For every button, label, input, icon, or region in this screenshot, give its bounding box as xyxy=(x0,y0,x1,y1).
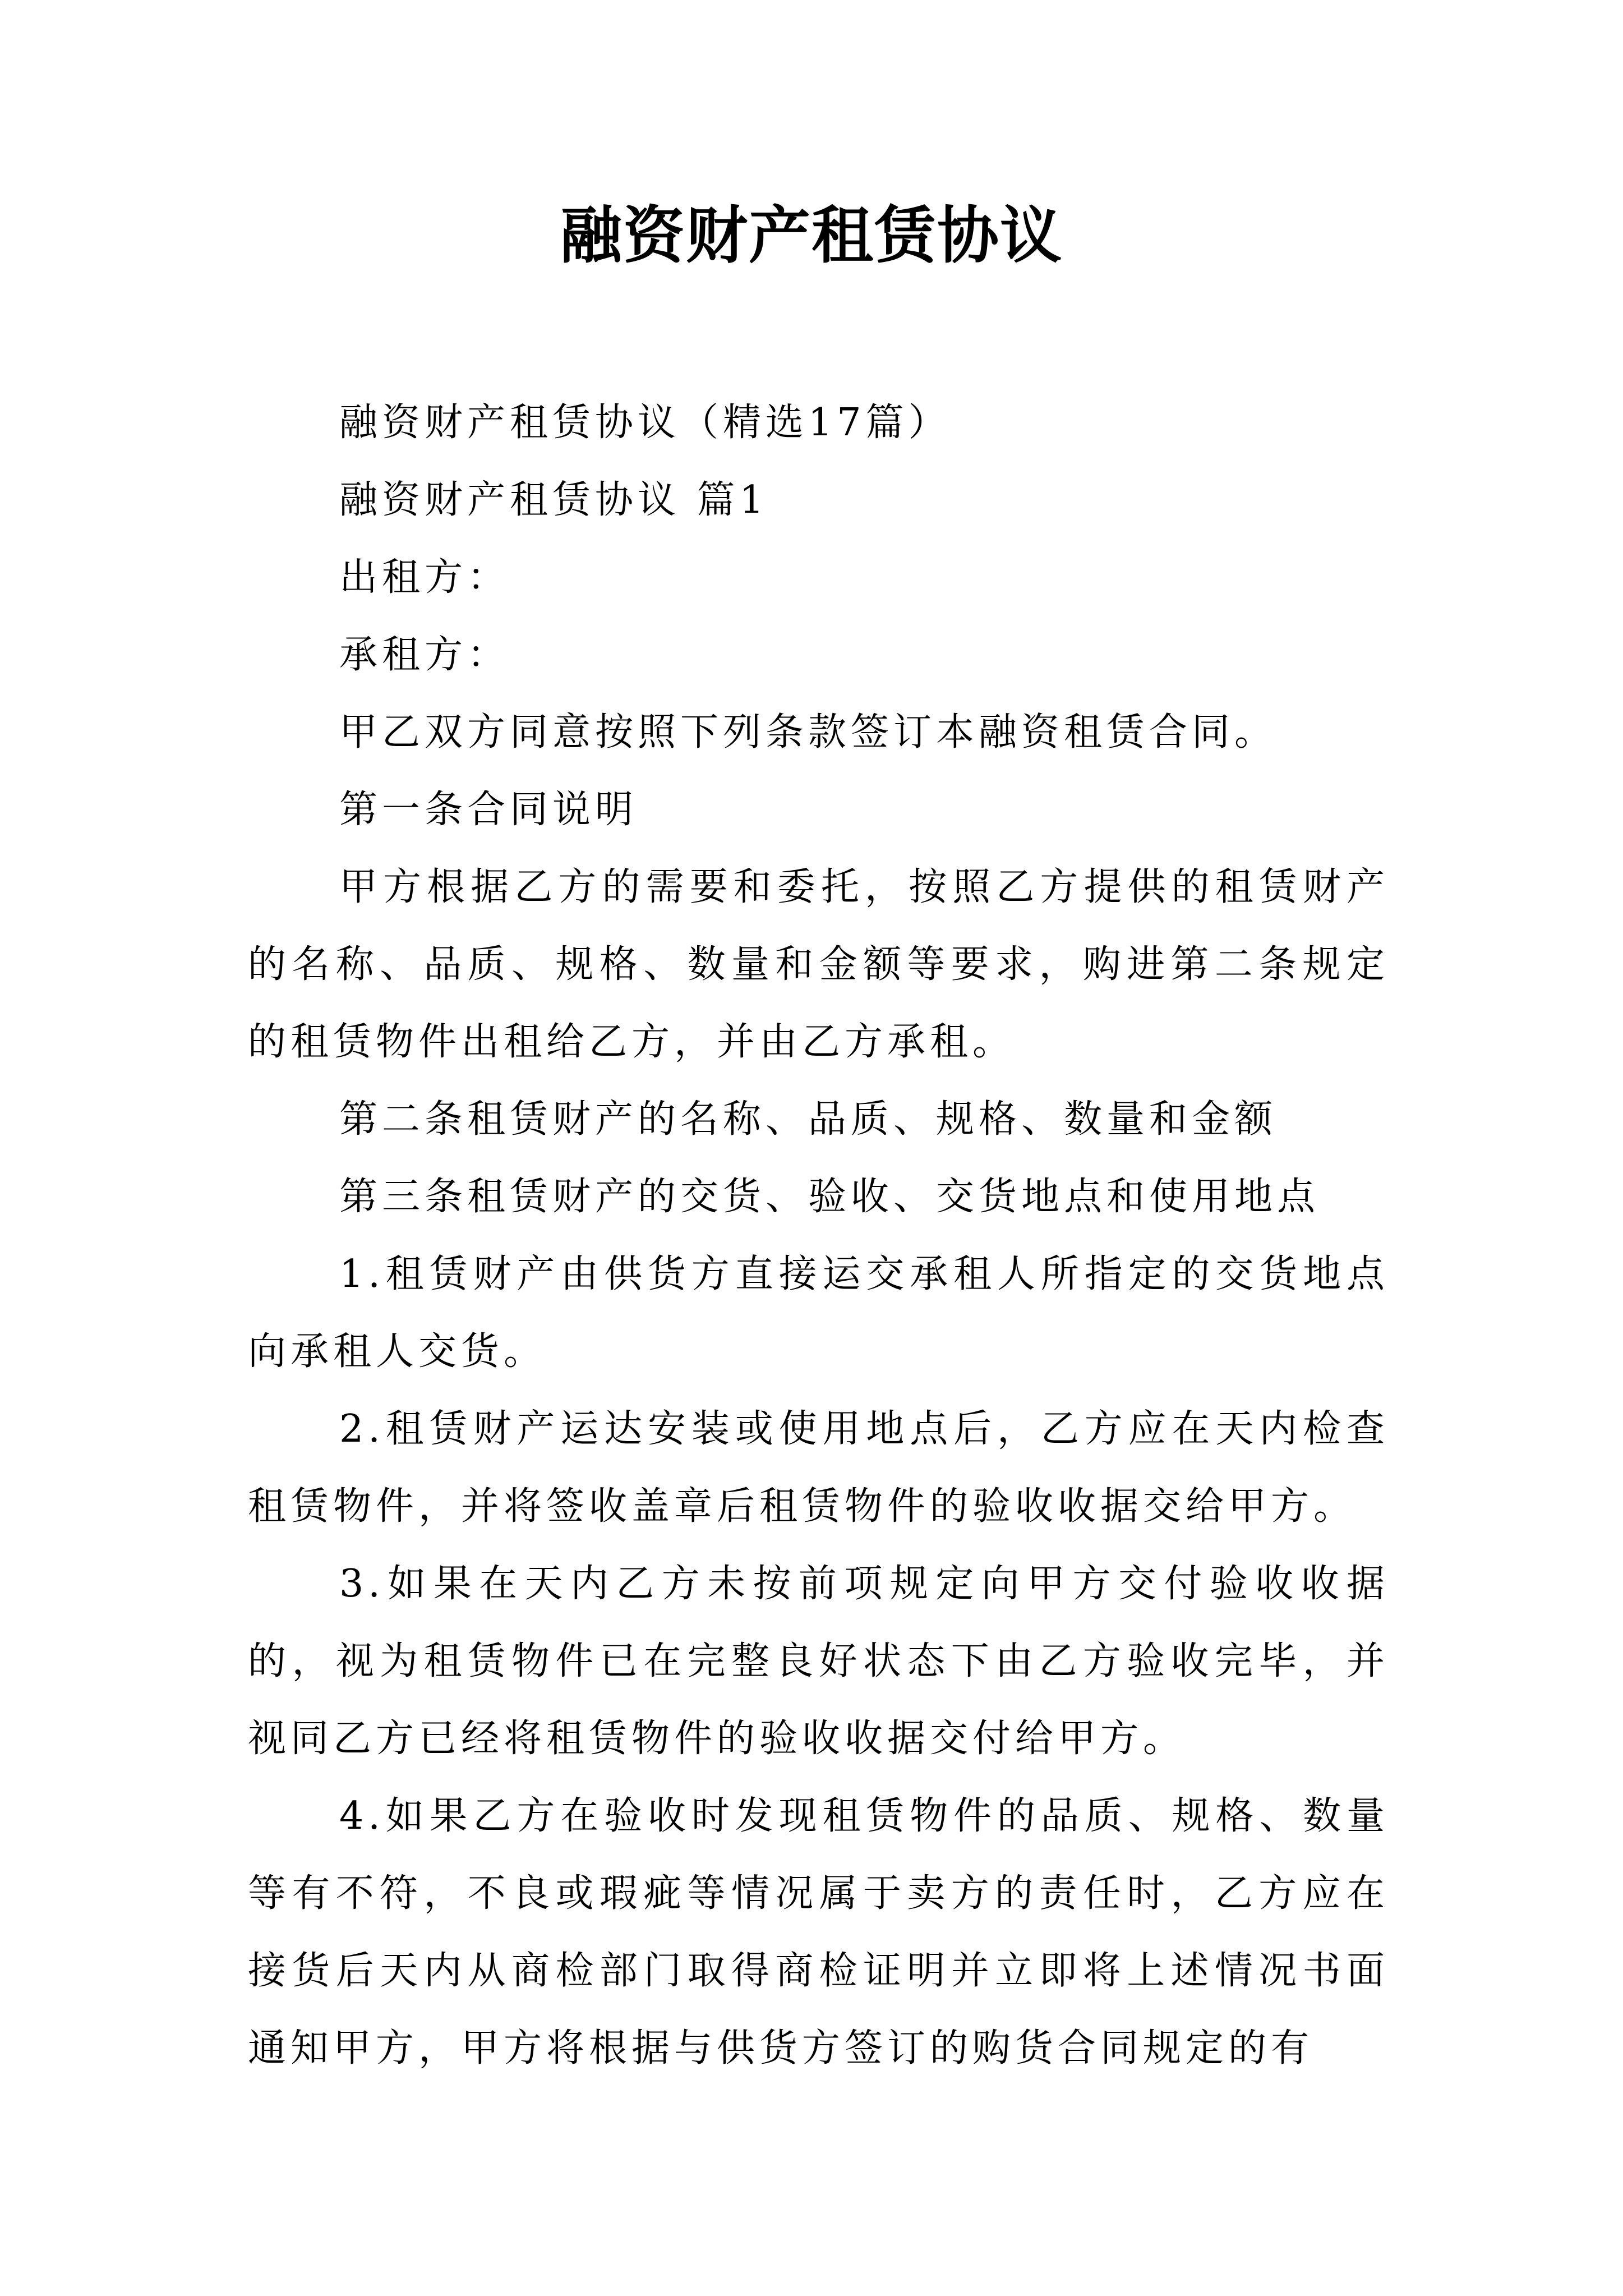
paragraph-clause-3: 3.如果在天内乙方未按前项规定向甲方交付验收收据的，视为租赁物件已在完整良好状态下由乙方验收完毕，并视同乙方已经将租赁物件的验收收据交付给甲方。 xyxy=(248,1562,1389,1761)
paragraph-article-3-heading: 第三条租赁财产的交货、验收、交货地点和使用地点 xyxy=(339,1175,1320,1219)
paragraph-agreement: 甲乙双方同意按照下列条款签订本融资租赁合同。 xyxy=(339,710,1278,754)
paragraph-lessee: 承租方： xyxy=(339,633,510,677)
document-title: 融资财产租赁协议 xyxy=(560,200,1063,272)
paragraph-article-2-heading: 第二条租赁财产的名称、品质、规格、数量和金额 xyxy=(339,1097,1278,1142)
paragraph-lessor: 出租方： xyxy=(339,555,510,600)
paragraph-clause-1: 1.租赁财产由供货方直接运交承租人所指定的交货地点向承租人交货。 xyxy=(248,1252,1389,1374)
paragraph-section-heading: 融资财产租赁协议 篇1 xyxy=(339,478,768,522)
document-body xyxy=(248,384,1389,2087)
paragraph-clause-4: 4.如果乙方在验收时发现租赁物件的品质、规格、数量等有不符，不良或瑕疵等情况属于卖方的责任时，乙方应在接货后天内从商检部门取得商检证明并立即将上述情况书面通知甲方，甲方将根据与供货方签订的购货合同规定的有 xyxy=(248,1794,1389,2070)
paragraph-subtitle: 融资财产租赁协议（精选17篇） xyxy=(339,401,951,445)
paragraph-article-1-body: 甲方根据乙方的需要和委托，按照乙方提供的租赁财产的名称、品质、规格、数量和金额等要求，购进第二条规定的租赁物件出租给乙方，并由乙方承租。 xyxy=(248,865,1389,1064)
paragraph-clause-2: 2.租赁财产运达安装或使用地点后，乙方应在天内检查租赁物件，并将签收盖章后租赁物件的验收收据交给甲方。 xyxy=(248,1407,1389,1529)
paragraph-article-1-heading: 第一条合同说明 xyxy=(339,788,638,832)
